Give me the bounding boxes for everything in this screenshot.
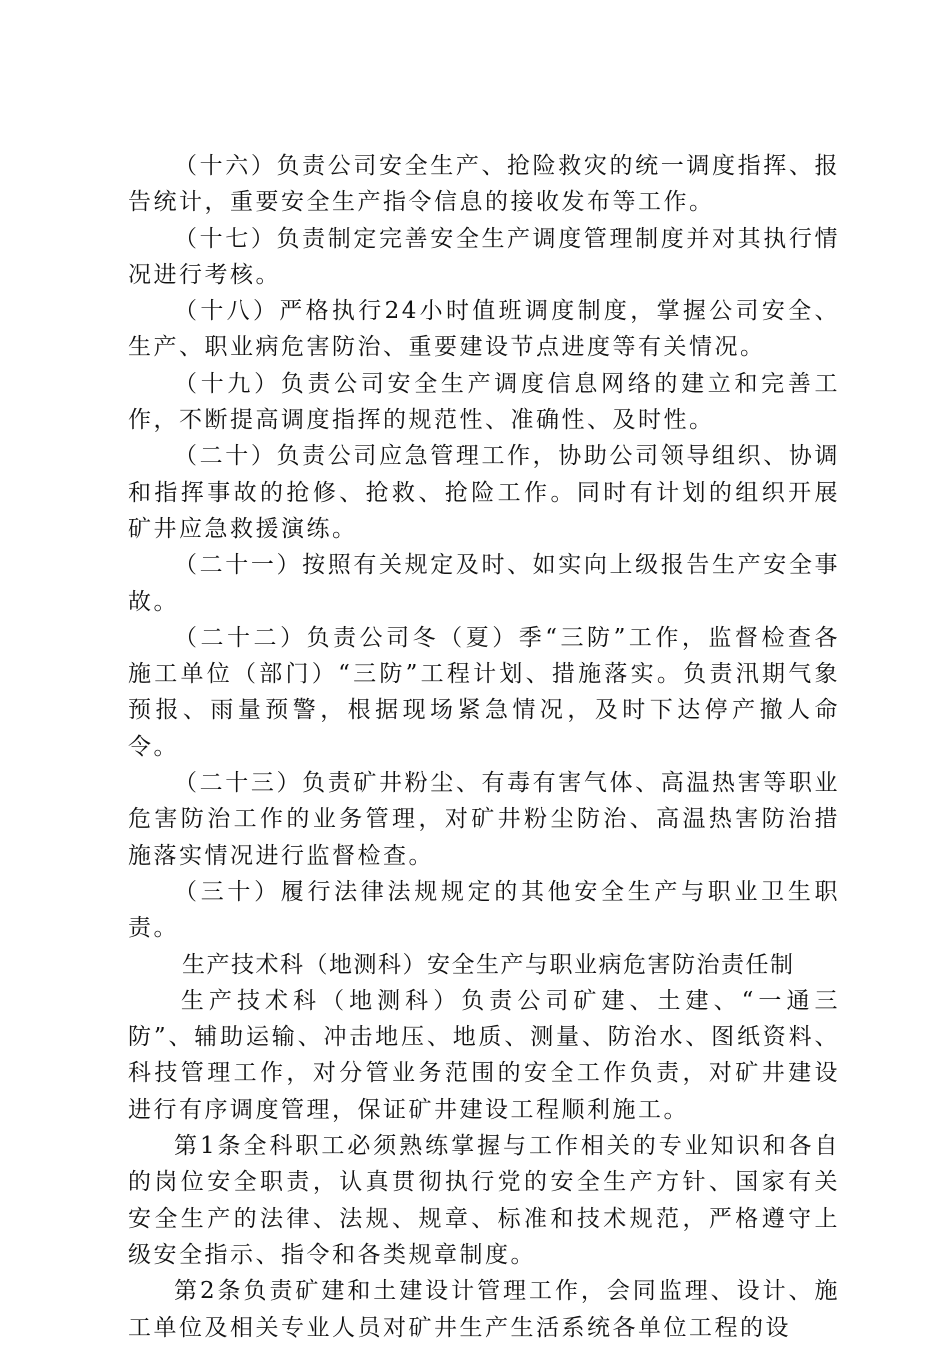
paragraph-21: （二十一）按照有关规定及时、如实向上级报告生产安全事故。 [128, 552, 840, 615]
article-1: 第1条全科职工必须熟练掌握与工作相关的专业知识和各自的岗位安全职责，认真贯彻执行党的安全生产方针、国家有关安全生产的法律、法规、规章、标准和技术规范，严格遵守上级安全指示、指令和各类规章制度。 [128, 1133, 840, 1268]
section-title: 生产技术科（地测科）安全生产与职业病危害防治责任制 [182, 951, 795, 978]
paragraph-19: （十九）负责公司安全生产调度信息网络的建立和完善工作，不断提高调度指挥的规范性、准确性、及时性。 [128, 370, 840, 434]
section-intro: 生产技术科（地测科）负责公司矿建、土建、“一通三防”、辅助运输、冲击地压、地质、测量、防治水、图纸资料、科技管理工作，对分管业务范围的安全工作负责，对矿井建设进行有序调度管理，保证矿井建设工程顺利施工。 [128, 987, 840, 1123]
paragraph-18: （十八）严格执行24小时值班调度制度，掌握公司安全、生产、职业病危害防治、重要建设节点进度等有关情况。 [128, 298, 840, 361]
paragraph-16: （十六）负责公司安全生产、抢险救灾的统一调度指挥、报告统计，重要安全生产指令信息的接收发布等工作。 [128, 153, 840, 216]
paragraph-30: （三十）履行法律法规规定的其他安全生产与职业卫生职责。 [128, 878, 840, 942]
document-body [128, 148, 840, 1346]
paragraph-23: （二十三）负责矿井粉尘、有毒有害气体、高温热害等职业危害防治工作的业务管理，对矿井粉尘防治、高温热害防治措施落实情况进行监督检查。 [128, 770, 840, 869]
article-2: 第2条负责矿建和土建设计管理工作，会同监理、设计、施工单位及相关专业人员对矿井生产生活系统各单位工程的设 [128, 1278, 840, 1341]
paragraph-22: （二十二）负责公司冬（夏）季“三防”工作，监督检查各施工单位（部门）“三防”工程计划、措施落实。负责汛期气象预报、雨量预警，根据现场紧急情况，及时下达停产撤人命令。 [128, 624, 840, 760]
paragraph-20: （二十）负责公司应急管理工作，协助公司领导组织、协调和指挥事故的抢修、抢救、抢险工作。同时有计划的组织开展矿井应急救援演练。 [128, 443, 840, 542]
paragraph-17: （十七）负责制定完善安全生产调度管理制度并对其执行情况进行考核。 [128, 225, 840, 288]
